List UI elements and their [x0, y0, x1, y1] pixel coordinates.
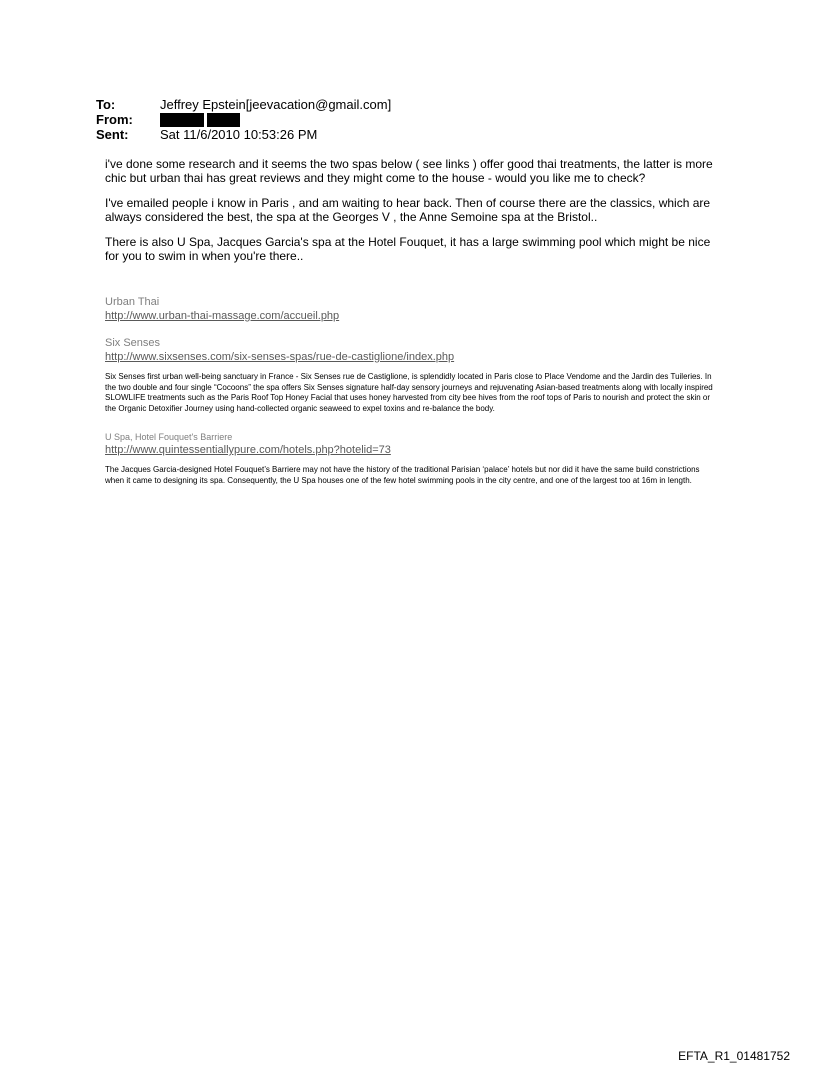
redaction-block: [160, 113, 204, 127]
link-title: Urban Thai: [105, 296, 160, 308]
to-row: [96, 97, 736, 112]
email-body: [105, 157, 715, 274]
from-row: [96, 112, 736, 127]
to-label: To:: [96, 97, 116, 112]
links-section: [105, 296, 720, 486]
link-title: Six Senses: [105, 337, 161, 349]
body-paragraph: I've emailed people i know in Paris , and am waiting to hear back. Then of course there are the classics, which are always considered the best, the spa at the Georges V , the Anne Semoine spa at the Bristol..: [105, 196, 711, 224]
document-id: EFTA_R1_01481752: [678, 1049, 790, 1063]
from-value: [160, 112, 240, 127]
sent-value: Sat 11/6/2010 10:53:26 PM: [160, 127, 318, 142]
link-description: Six Senses first urban well-being sanctuary in France - Six Senses rue de Castiglione, is splendidly located in Paris close to Place Vendome and the Jardin des Tuileries. In the two double and four single “Cocoons” the spa offers Six Senses signature half-day sensory journeys and rejuvenating Asian-based treatments along with locally inspired SLOWLIFE treatments such as the Paris Roof Top Honey Facial that uses honey harvested from city bee hives from the roof tops of Paris to nourish and protect the skin or the Organic Detoxifier Journey using hand-collected organic seaweed to expel toxins and re-balance the body.: [105, 372, 713, 413]
body-paragraph: i've done some research and it seems the two spas below ( see links ) offer good thai treatments, the latter is more chic but urban thai has great reviews and they might come to the house - would you like me to check?: [105, 157, 713, 185]
six-senses-link[interactable]: http://www.sixsenses.com/six-senses-spas/rue-de-castiglione/index.php: [105, 351, 455, 363]
to-value: Jeffrey Epstein[jeevacation@gmail.com]: [160, 97, 392, 112]
email-header: [96, 97, 736, 142]
sent-label: Sent:: [96, 127, 129, 142]
link-title: U Spa, Hotel Fouquet's Barriere: [105, 432, 233, 442]
urban-thai-link[interactable]: http://www.urban-thai-massage.com/accueil.php: [105, 310, 340, 322]
sent-row: [96, 127, 736, 142]
link-description: The Jacques Garcia-designed Hotel Fouquet’s Barriere may not have the history of the traditional Parisian ‘palace’ hotels but nor did it have the same build constrictions when it came to designing its spa. Consequently, the U Spa houses one of the few hotel swimming pools in the city centre, and one of the largest too at 16m in length.: [105, 465, 700, 485]
from-label: From:: [96, 112, 133, 127]
link-block-six-senses: [105, 337, 720, 414]
body-paragraph: There is also U Spa, Jacques Garcia's spa at the Hotel Fouquet, it has a large swimming pool which might be nice for you to swim in when you're there..: [105, 235, 711, 263]
redaction-block: [207, 113, 240, 127]
link-block-u-spa: [105, 432, 720, 486]
link-block-urban-thai: [105, 296, 720, 323]
u-spa-link[interactable]: http://www.quintessentiallypure.com/hotels.php?hotelid=73: [105, 444, 391, 456]
